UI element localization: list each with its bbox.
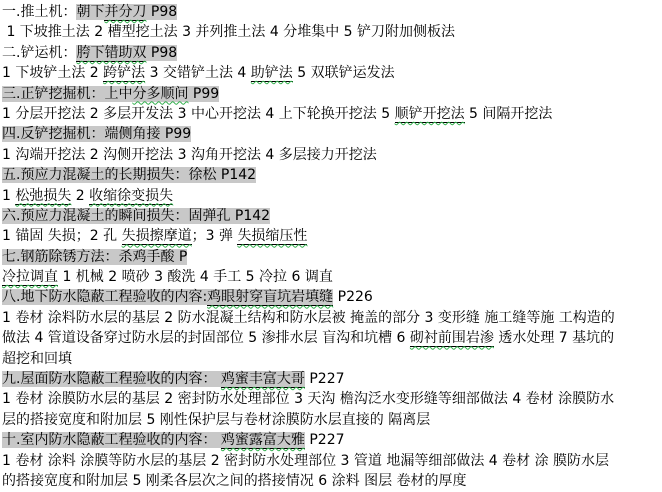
doc-line bbox=[2, 124, 660, 144]
underlined-text-segment: 松弛损失 bbox=[15, 187, 72, 204]
doc-line bbox=[2, 430, 660, 450]
underlined-text-segment: 冷拉调直 bbox=[2, 269, 58, 286]
text-segment: ；3 弹 bbox=[191, 228, 238, 245]
doc-line bbox=[2, 267, 660, 287]
text-segment: 的搭接宽度和附加层 5 刚柔各层次之间的搭接情况 6 涂料 图层 卷材的厚度 bbox=[2, 472, 467, 489]
text-segment: P227 bbox=[304, 432, 345, 449]
text-segment: 层的搭接宽度和附加层 5 刚性保护层与卷材涂膜防水层直接的 隔离层 bbox=[2, 411, 431, 428]
doc-line bbox=[2, 349, 660, 369]
highlighted-text-segment: P99 bbox=[188, 85, 220, 102]
highlighted-text-segment: 九.屋面防水隐蔽工程验收的内容： bbox=[2, 371, 221, 388]
underlined-text-segment: 跨铲法 bbox=[103, 65, 146, 82]
doc-line bbox=[2, 104, 660, 124]
doc-line bbox=[2, 471, 660, 491]
text-segment: 1 卷材 涂料 涂膜等防水层的基层 2 密封防水处理部位 3 管道 地漏等细部做法 4 卷材 涂 膜防水层 bbox=[2, 452, 610, 469]
highlighted-text-segment: 鸡蜜露富大雅 bbox=[220, 432, 305, 449]
text-segment: 1 分层开挖法 2 多层开发法 3 中心开挖法 4 上下轮换开挖法 5 bbox=[2, 105, 395, 122]
highlighted-text-segment: P98 bbox=[146, 4, 178, 20]
doc-line bbox=[2, 389, 660, 409]
doc-line bbox=[2, 410, 660, 430]
underlined-text-segment: 助铲法 bbox=[250, 65, 293, 82]
text-segment: 1 卷材 涂膜防水层的基层 2 密封防水处理部位 3 天沟 檐沟泛水变形缝等细部做法 4 卷材 涂膜防水 bbox=[2, 391, 615, 408]
highlighted-text-segment: 鸡蜜丰富大哥 bbox=[220, 371, 305, 388]
text-segment: 1 bbox=[2, 187, 16, 204]
doc-line bbox=[2, 84, 660, 104]
doc-line bbox=[2, 63, 660, 83]
doc-line bbox=[2, 2, 660, 22]
text-segment: 5 双联铲运发法 bbox=[292, 65, 395, 82]
highlighted-text-segment: 八.地下防水隐蔽工程验收的内容: bbox=[2, 289, 208, 306]
text-segment: 透水处理 7 基坑的 bbox=[493, 330, 615, 347]
highlighted-text-segment: P98 bbox=[146, 44, 178, 61]
doc-line bbox=[2, 226, 660, 246]
highlighted-text-segment: 四.反铲挖掘机：端侧角接 P99 bbox=[2, 126, 192, 143]
text-segment: 1 沟端开挖法 2 沟侧开挖法 3 沟角开挖法 4 多层接力开挖法 bbox=[2, 146, 377, 163]
highlighted-text-segment: 六.预应力混凝土的瞬间损失：固弹孔 P142 bbox=[2, 207, 271, 224]
underlined-text-segment: 砌衬前围岩渗 bbox=[409, 330, 494, 347]
highlighted-text-segment: 朝下 bbox=[76, 4, 105, 20]
doc-line bbox=[2, 206, 660, 226]
text-segment: 二.铲运机： bbox=[2, 44, 77, 61]
text-segment: 1 下坡推土法 2 槽型挖土法 3 并列推土法 4 分堆集中 5 铲刀附加侧板法 bbox=[2, 24, 456, 41]
doc-line bbox=[2, 43, 660, 63]
doc-line bbox=[2, 287, 660, 307]
text-segment: 一.推土机： bbox=[2, 4, 77, 20]
doc-line bbox=[2, 247, 660, 267]
text-segment: P226 bbox=[333, 289, 373, 306]
underlined-text-segment: 收缩徐变损失 bbox=[89, 187, 174, 204]
doc-line bbox=[2, 328, 660, 348]
highlighted-text-segment: 十.室内防水隐蔽工程验收的内容： bbox=[2, 432, 221, 449]
doc-line bbox=[2, 451, 660, 471]
text-segment: 1 锚固 失损；2 孔 bbox=[2, 228, 122, 245]
text-segment: 1 机械 2 喷砂 3 酸洗 4 手工 5 冷拉 6 调直 bbox=[58, 269, 333, 286]
text-segment: 1 卷材 涂料防水层的基层 2 防水混凝土结构和防水层被 掩盖的部分 3 变形缝 施工缝等施 工构造的 bbox=[2, 309, 615, 326]
text-segment: 1 下坡铲土法 2 bbox=[2, 65, 104, 82]
text-segment: 超挖和回填 bbox=[2, 350, 72, 367]
doc-line bbox=[2, 186, 660, 206]
highlighted-text-segment: 鸡眼射穿盲坑岩填缝 bbox=[207, 289, 334, 306]
highlighted-text-segment: 七.钢筋除锈方法：杀鸡手酸 P bbox=[2, 248, 188, 265]
doc-line bbox=[2, 308, 660, 328]
text-segment: 5 间隔开挖法 bbox=[464, 105, 553, 122]
text-segment: 做法 4 管道设备穿过防水层的封固部位 5 渗排水层 盲沟和坑槽 6 bbox=[2, 330, 410, 347]
underlined-text-segment: 失损擦摩道 bbox=[121, 228, 192, 245]
underlined-text-segment: 失损缩压性 bbox=[237, 228, 308, 245]
highlighted-text-segment: 分多顺间 bbox=[132, 85, 189, 102]
underlined-text-segment: 顺铲开挖法 bbox=[394, 105, 465, 122]
doc-line bbox=[2, 165, 660, 185]
doc-line bbox=[2, 369, 660, 389]
highlighted-text-segment: 三.正铲挖掘机：上中 bbox=[2, 85, 133, 102]
highlighted-text-segment: 并分刀 bbox=[104, 4, 147, 20]
doc-line bbox=[2, 145, 660, 165]
highlighted-text-segment: 胯下错助双 bbox=[76, 44, 147, 61]
text-segment: 2 bbox=[71, 187, 90, 204]
text-segment: 3 交错铲土法 4 bbox=[145, 65, 251, 82]
text-segment: P227 bbox=[304, 371, 345, 388]
doc-line bbox=[2, 22, 660, 42]
highlighted-text-segment: 五.预应力混凝土的长期损失：徐松 P142 bbox=[2, 167, 257, 184]
